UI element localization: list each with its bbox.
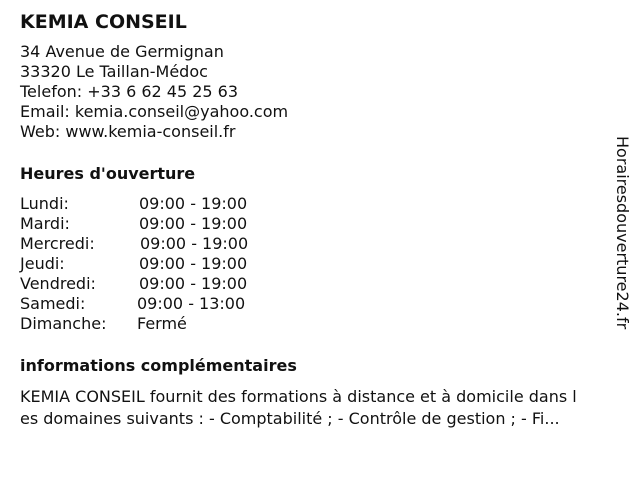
time-range: 09:00 - 19:00 (139, 274, 248, 293)
day-label: Mercredi: (20, 234, 95, 253)
hours-row-samedi (20, 294, 610, 314)
hours-row-dimanche (20, 314, 610, 334)
email-line: Email: kemia.conseil@yahoo.com (20, 102, 289, 121)
hours-row-lundi (20, 194, 610, 214)
hours-row-mercredi (20, 234, 610, 254)
phone-line: Telefon: +33 6 62 45 25 63 (20, 82, 239, 101)
watermark-vertical (612, 136, 634, 351)
time-range: 09:00 - 19:00 (139, 194, 248, 213)
time-range: 09:00 - 19:00 (139, 254, 248, 273)
day-label: Vendredi: (20, 274, 96, 293)
day-label: Jeudi: (20, 254, 65, 273)
watermark-text: Horairesdouverture24.fr (613, 136, 632, 330)
hours-heading: Heures d'ouverture (20, 164, 196, 183)
day-label: Dimanche: (20, 314, 107, 333)
time-range: Fermé (137, 314, 187, 333)
hours-row-mardi (20, 214, 610, 234)
info-description (20, 386, 623, 430)
day-label: Mardi: (20, 214, 70, 233)
day-label: Lundi: (20, 194, 69, 213)
hours-row-jeudi (20, 254, 610, 274)
time-range: 09:00 - 13:00 (137, 294, 246, 313)
info-line-2: es domaines suivants : - Comptabilité ; - Contrôle de gestion ; - Fi... (20, 409, 560, 428)
info-heading: informations complémentaires (20, 356, 297, 375)
web-line: Web: www.kemia-conseil.fr (20, 122, 236, 141)
time-range: 09:00 - 19:00 (140, 234, 249, 253)
hours-row-vendredi (20, 274, 610, 294)
info-line-1: KEMIA CONSEIL fournit des formations à distance et à domicile dans l (20, 387, 577, 406)
address-line-1: 34 Avenue de Germignan (20, 42, 224, 61)
address-line-2: 33320 Le Taillan-Médoc (20, 62, 208, 81)
day-label: Samedi: (20, 294, 86, 313)
business-card (20, 10, 610, 430)
time-range: 09:00 - 19:00 (139, 214, 248, 233)
business-name: KEMIA CONSEIL (20, 11, 187, 33)
